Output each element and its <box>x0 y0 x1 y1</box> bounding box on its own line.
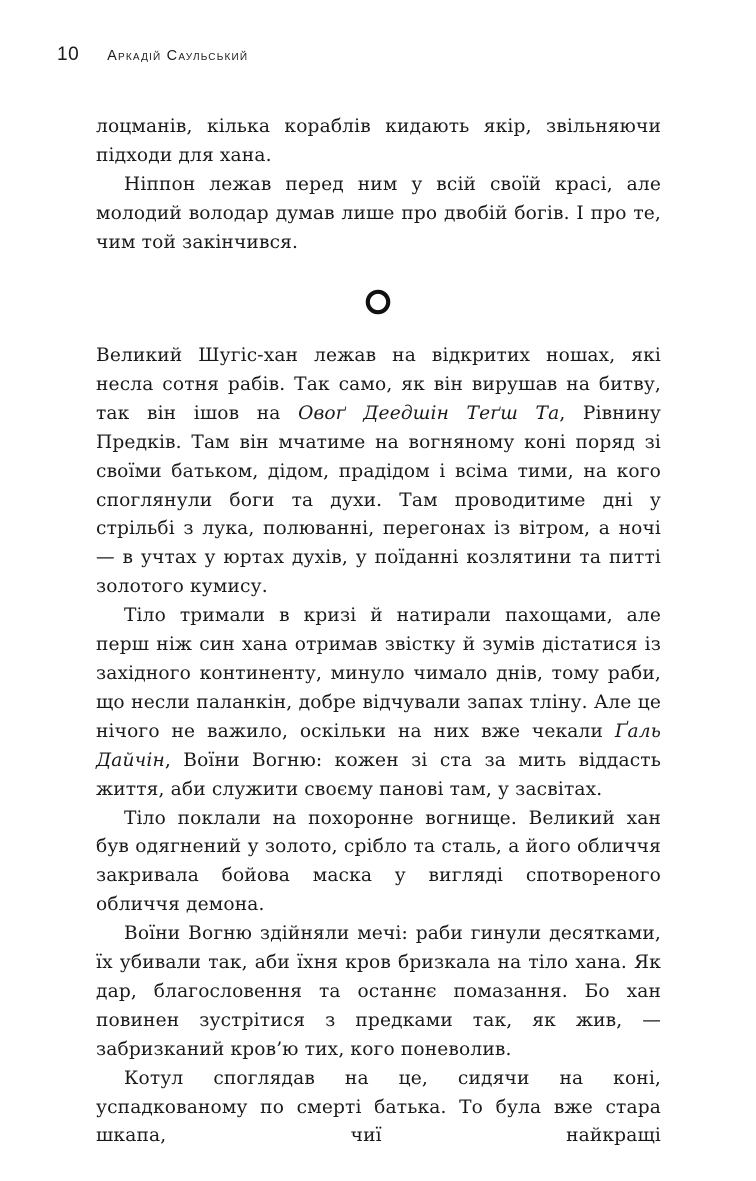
paragraph <box>96 342 661 602</box>
text-run: Великий Шугіс-хан лежав на відкритих ношах, які несла сотня рабів. Так само, як він вирушав на битву, так він ішов на <box>96 345 661 424</box>
italic-term: Овоґ Деедшін Теґш Та <box>298 402 560 424</box>
italic-term: Ґаль Дайчін <box>96 720 661 771</box>
paragraph: Котул споглядав на це, сидячи на коні, успадкованому по смерті батька. То була вже стара шкапа, чиї найкращі <box>96 1067 661 1147</box>
paragraph: Ніппон лежав перед ним у всій своїй красі, але молодий володар думав лише про двобій богів. І про те, чим той закінчився. <box>96 173 661 253</box>
running-header <box>57 44 248 74</box>
author-name: Аркадій Саульський <box>107 48 249 64</box>
paragraph: Тіло поклали на похоронне вогнище. Великий хан був одягнений у золото, срібло та сталь, а його обличчя закривала бойова маска у вигляді спотвореного обличчя демона. <box>96 807 661 916</box>
page-number: 10 <box>57 44 80 65</box>
paragraph <box>96 602 661 804</box>
text-section-2 <box>96 342 661 1151</box>
text-run: , Рівнину Предків. Там він мчатиме на вогняному коні поряд зі своїми батьком, дідом, прадідом і всіма тими, на кого споглянули боги та духи. Там проводитиме дні у стрільбі з лука, полюванні, перегонах із вітром, а ночі — в учтах у юртах духів, у поїданні козлятини та питті золотого кумису. <box>96 402 662 598</box>
paragraph: лоцманів, кілька кораблів кидають якір, звільняючи підходи для хана. <box>96 116 661 166</box>
text-section-1 <box>96 113 661 258</box>
text-run: Тіло тримали в кризі й натирали пахощами, але перш ніж син хана отримав звістку й зумів дістатися із західного континенту, минуло чимало днів, тому раби, що несли паланкін, добре відчували запах тліну. Але це нічого не важило, оскільки на них вже чекали <box>96 605 661 742</box>
paragraph: Воїни Вогню здійняли мечі: раби гинули десятками, їх убивали так, аби їхня кров бризкала на тіло хана. Як дар, благословення та останнє помазання. Бо хан повинен зустрітися з предками так, як жив, — забризканий кров’ю тих, кого поневолив. <box>96 923 661 1060</box>
ink-circle-ornament-icon <box>363 287 393 317</box>
text-run: , Воїни Вогню: кожен зі ста за мить віддасть життя, аби служити своєму панові там, у засвітах. <box>96 749 661 800</box>
